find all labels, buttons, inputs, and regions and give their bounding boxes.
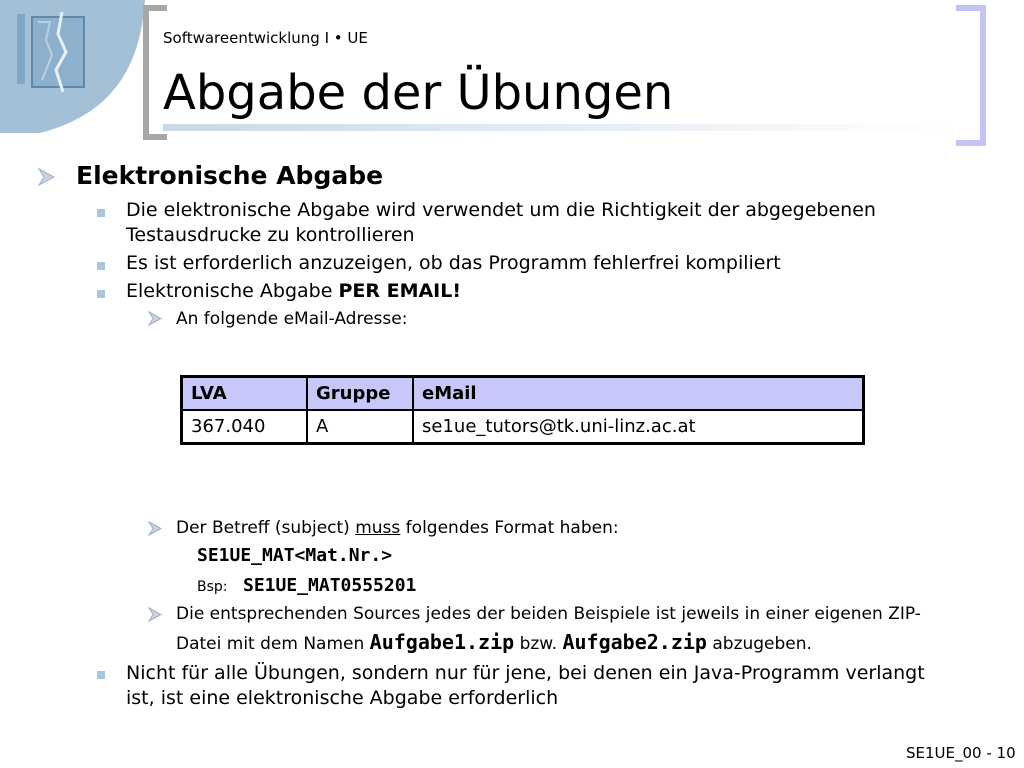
square-bullet-icon [97, 671, 105, 679]
sub-bullet-text: Die entsprechenden Sources jedes der beiden Beispiele ist jeweils in einer eigenen ZIP- [176, 604, 921, 624]
arrow-bullet-icon [38, 167, 56, 187]
table-header-cell: Gruppe [307, 377, 413, 411]
square-bullet-icon [97, 290, 105, 298]
example-label: Bsp: [197, 579, 228, 595]
filename: Aufgabe2.zip [562, 630, 707, 654]
table-header-cell: LVA [182, 377, 308, 411]
table-header-cell: eMail [413, 377, 864, 411]
square-bullet-icon [97, 209, 105, 217]
bullet-text: Elektronische Abgabe PER EMAIL! [126, 280, 462, 302]
course-subtitle: Softwareentwicklung I • UE [163, 29, 368, 47]
subject-format: SE1UE_MAT<Mat.Nr.> [197, 545, 393, 566]
page-number: SE1UE_00 - 10 [906, 744, 1016, 762]
example-value: SE1UE_MAT0555201 [243, 575, 417, 596]
corner-decoration [0, 0, 145, 133]
email-table [180, 375, 865, 445]
section-heading: Elektronische Abgabe [76, 161, 384, 190]
email-address-cell: se1ue_tutors@tk.uni-linz.ac.at [413, 410, 864, 444]
logo-icon [32, 12, 84, 92]
slide-title: Abgabe der Übungen [163, 65, 674, 121]
filename: Aufgabe1.zip [369, 630, 515, 654]
arrow-bullet-icon [148, 607, 162, 622]
table-row [182, 410, 864, 444]
square-bullet-icon [97, 262, 105, 270]
sub-bullet-text-cont: Datei mit dem Namen Aufgabe1.zip bzw. Aufgabe2.zip abzugeben. [176, 630, 812, 654]
table-header-row [182, 377, 864, 411]
emphasis-text: PER EMAIL! [338, 280, 462, 302]
bullet-text: Es ist erforderlich anzuzeigen, ob das Programm fehlerfrei kompiliert [126, 252, 781, 274]
bullet-text: Nicht für alle Übungen, sondern nur für jene, bei denen ein Java-Programm verlangt [126, 662, 925, 684]
arrow-bullet-icon [148, 311, 162, 326]
table-cell: 367.040 [182, 410, 308, 444]
sub-bullet-text: An folgende eMail-Adresse: [176, 309, 408, 329]
underlined-text: muss [355, 518, 401, 538]
arrow-bullet-icon [148, 521, 162, 536]
right-bracket [956, 5, 986, 146]
sub-bullet-text: Der Betreff (subject) muss folgendes Format haben: [176, 518, 619, 538]
header-underline [163, 124, 953, 131]
table-cell: A [307, 410, 413, 444]
bullet-text-cont: Testausdrucke zu kontrollieren [126, 224, 415, 246]
bullet-text-cont: ist, ist eine elektronische Abgabe erforderlich [126, 687, 559, 709]
bullet-text: Die elektronische Abgabe wird verwendet um die Richtigkeit der abgegebenen [126, 199, 876, 221]
